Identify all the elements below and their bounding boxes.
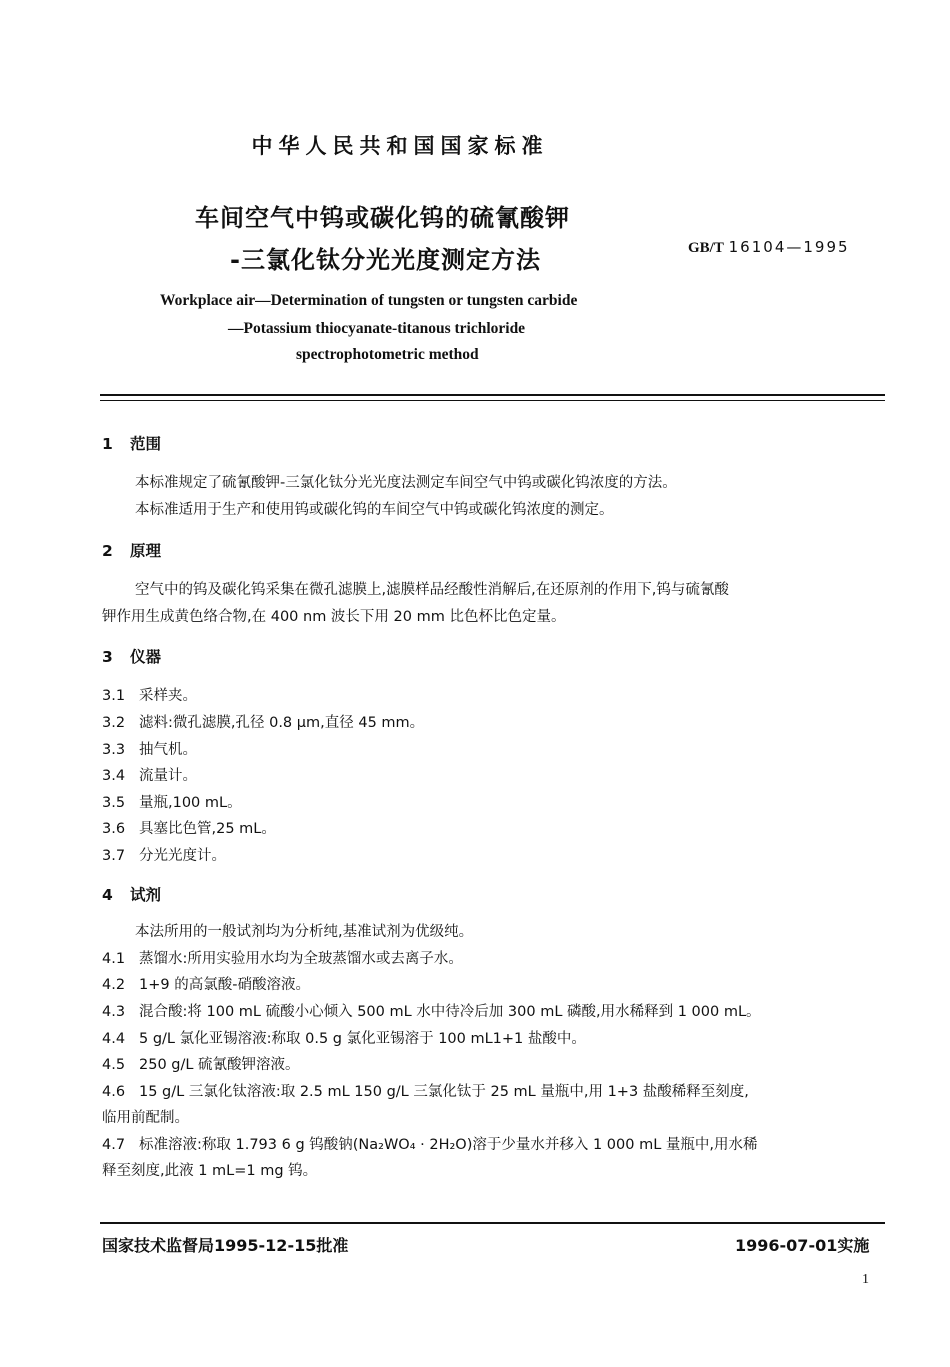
item-number: 3.5 (102, 795, 126, 811)
item-text: 抽气机。 (139, 742, 197, 758)
approval-note: 国家技术监督局1995-12-15批准 (102, 1236, 349, 1255)
implementation-date: 1996-07-01实施 (735, 1236, 870, 1255)
section-title: 仪器 (130, 648, 162, 666)
header-rule-bottom (100, 400, 885, 401)
item-text: 蒸馏水:所用实验用水均为全玻蒸馏水或去离子水。 (139, 951, 463, 967)
section-heading-reagents (102, 883, 161, 905)
english-title-line1: Workplace air—Determination of tungsten or tungsten carbide (160, 292, 578, 309)
apparatus-item (102, 738, 197, 759)
item-text: 流量计。 (139, 768, 197, 784)
section-title: 原理 (130, 542, 162, 560)
item-number: 3.3 (102, 742, 126, 758)
reagents-intro: 本法所用的一般试剂均为分析纯,基准试剂为优级纯。 (135, 924, 474, 940)
scope-paragraph-2: 本标准适用于生产和使用钨或碳化钨的车间空气中钨或碳化钨浓度的测定。 (135, 502, 614, 518)
section-title: 试剂 (130, 886, 162, 904)
apparatus-item (102, 817, 276, 838)
reagent-item-continuation: 临用前配制。 (102, 1110, 189, 1126)
item-number: 3.1 (102, 688, 126, 704)
item-text: 分光光度计。 (139, 848, 226, 864)
org-title: 中华人民共和国国家标准 (251, 134, 549, 158)
footer-rule (100, 1222, 885, 1224)
scope-paragraph-1: 本标准规定了硫氰酸钾-三氯化钛分光光度法测定车间空气中钨或碳化钨浓度的方法。 (135, 475, 677, 491)
reagent-item (102, 947, 463, 968)
item-number: 3.6 (102, 821, 126, 837)
english-title-line3: spectrophotometric method (296, 346, 479, 363)
reagent-item (102, 1133, 758, 1154)
reagent-item (102, 1080, 749, 1101)
standard-number (688, 238, 850, 257)
item-text: 标准溶液:称取 1.793 6 g 钨酸钠(Na₂WO₄ · 2H₂O)溶于少量水并移入 1 000 mL 量瓶中,用水稀 (139, 1137, 758, 1153)
section-heading-scope (102, 432, 161, 454)
section-title: 范围 (130, 435, 162, 453)
document-title-line1: 车间空气中钨或碳化钨的硫氰酸钾 (195, 204, 570, 232)
header-rule-top (100, 394, 885, 396)
item-number: 3.7 (102, 848, 126, 864)
item-text: 15 g/L 三氯化钛溶液:取 2.5 mL 150 g/L 三氯化钛于 25 mL 量瓶中,用 1+3 盐酸稀释至刻度, (139, 1084, 749, 1100)
section-number: 4 (102, 886, 113, 904)
principle-paragraph-line1: 空气中的钨及碳化钨采集在微孔滤膜上,滤膜样品经酸性消解后,在还原剂的作用下,钨与硫氰酸 (135, 582, 729, 598)
reagent-item (102, 1000, 761, 1021)
page-number: 1 (862, 1272, 869, 1287)
reagent-item (102, 1027, 586, 1048)
document-title-line2: -三氯化钛分光光度测定方法 (230, 246, 541, 274)
item-text: 具塞比色管,25 mL。 (139, 821, 276, 837)
reagent-item (102, 1053, 300, 1074)
item-number: 3.4 (102, 768, 126, 784)
item-text: 混合酸:将 100 mL 硫酸小心倾入 500 mL 水中待冷后加 300 mL 磷酸,用水稀释到 1 000 mL。 (139, 1004, 761, 1020)
item-text: 采样夹。 (139, 688, 197, 704)
standard-code: 16104—1995 (728, 238, 850, 256)
item-text: 量瓶,100 mL。 (139, 795, 242, 811)
item-text: 5 g/L 氯化亚锡溶液:称取 0.5 g 氯化亚锡溶于 100 mL1+1 盐酸中。 (139, 1031, 586, 1047)
item-number: 3.2 (102, 715, 126, 731)
standard-prefix: GB/T (688, 240, 724, 256)
item-number: 4.1 (102, 951, 126, 967)
item-number: 4.3 (102, 1004, 126, 1020)
apparatus-item (102, 711, 424, 732)
english-title-line2: —Potassium thiocyanate-titanous trichloride (228, 320, 526, 337)
item-text: 1+9 的高氯酸-硝酸溶液。 (139, 977, 310, 993)
item-number: 4.7 (102, 1137, 126, 1153)
section-number: 1 (102, 435, 113, 453)
item-number: 4.4 (102, 1031, 126, 1047)
apparatus-item (102, 764, 197, 785)
section-heading-apparatus (102, 645, 161, 667)
item-number: 4.6 (102, 1084, 126, 1100)
section-number: 3 (102, 648, 113, 666)
item-text: 250 g/L 硫氰酸钾溶液。 (139, 1057, 300, 1073)
item-text: 滤料:微孔滤膜,孔径 0.8 μm,直径 45 mm。 (139, 715, 425, 731)
section-number: 2 (102, 542, 113, 560)
apparatus-item (102, 844, 226, 865)
reagent-item (102, 973, 310, 994)
item-number: 4.5 (102, 1057, 126, 1073)
reagent-item-continuation: 释至刻度,此液 1 mL=1 mg 钨。 (102, 1163, 318, 1179)
item-number: 4.2 (102, 977, 126, 993)
apparatus-item (102, 684, 197, 705)
section-heading-principle (102, 539, 161, 561)
principle-paragraph-line2: 钾作用生成黄色络合物,在 400 nm 波长下用 20 mm 比色杯比色定量。 (102, 609, 566, 625)
apparatus-item (102, 791, 242, 812)
